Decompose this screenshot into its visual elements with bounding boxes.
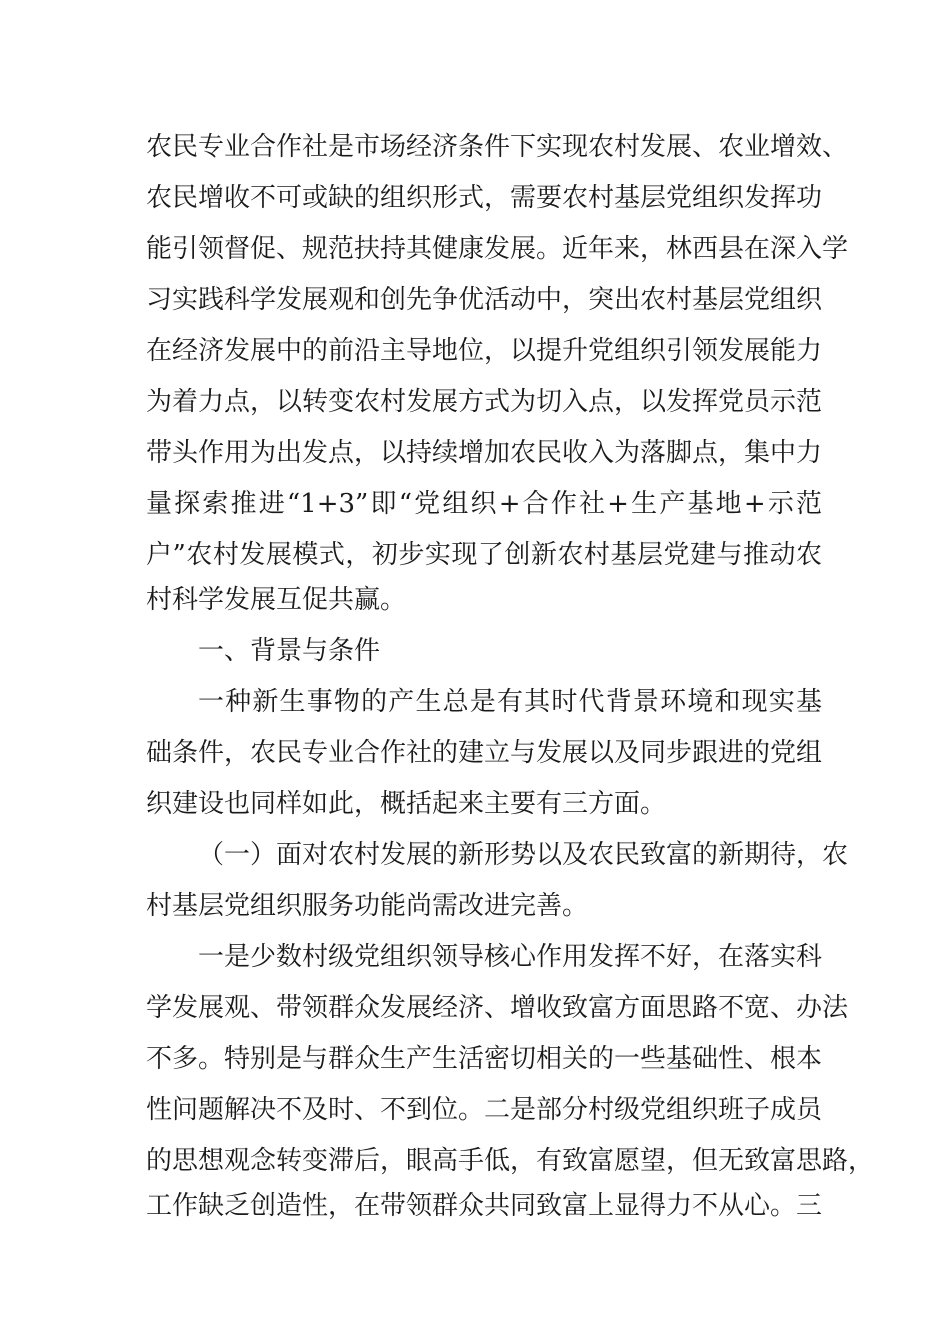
paragraph-line: 学发展观、带领群众发展经济、增收致富方面思路不宽、办法 <box>146 993 849 1023</box>
paragraph-line: 农民专业合作社是市场经济条件下实现农村发展、农业增效、 <box>146 132 849 162</box>
paragraph-line: 一种新生事物的产生总是有其时代背景环境和现实基 <box>198 687 822 717</box>
paragraph-line: 农民增收不可或缺的组织形式，需要农村基层党组织发挥功 <box>146 183 823 213</box>
paragraph-line: 性问题解决不及时、不到位。二是部分村级党组织班子成员 <box>146 1095 823 1125</box>
subsection-heading: 村基层党组织服务功能尚需改进完善。 <box>146 891 589 921</box>
paragraph-line: 础条件，农民专业合作社的建立与发展以及同步跟进的党组 <box>146 738 823 768</box>
paragraph-line: 习实践科学发展观和创先争优活动中，突出农村基层党组织 <box>146 285 823 315</box>
paragraph-line: 为着力点，以转变农村发展方式为切入点，以发挥党员示范 <box>146 387 823 417</box>
paragraph-line: 织建设也同样如此，概括起来主要有三方面。 <box>146 789 667 819</box>
paragraph-line: 在经济发展中的前沿主导地位，以提升党组织引领发展能力 <box>146 336 823 366</box>
paragraph-line: 户”农村发展模式，初步实现了创新农村基层党建与推动农 <box>146 540 822 570</box>
paragraph-line: 量探索推进“1+3”即“党组织+合作社+生产基地+示范 <box>146 489 822 519</box>
section-heading: 一、背景与条件 <box>198 636 381 666</box>
paragraph-line: 的思想观念转变滞后，眼高手低，有致富愿望，但无致富思路， <box>146 1146 875 1176</box>
subsection-heading: （一）面对农村发展的新形势以及农民致富的新期待，农 <box>198 840 849 870</box>
paragraph-line: 村科学发展互促共赢。 <box>146 585 407 615</box>
paragraph-line: 带头作用为出发点，以持续增加农民收入为落脚点，集中力 <box>146 438 823 468</box>
paragraph-line: 能引领督促、规范扶持其健康发展。近年来，林西县在深入学 <box>146 234 849 264</box>
paragraph-line: 一是少数村级党组织领导核心作用发挥不好，在落实科 <box>198 942 823 972</box>
paragraph-line: 不多。特别是与群众生产生活密切相关的一些基础性、根本 <box>146 1044 823 1074</box>
paragraph-line: 工作缺乏创造性，在带领群众共同致富上显得力不从心。三 <box>146 1191 823 1221</box>
